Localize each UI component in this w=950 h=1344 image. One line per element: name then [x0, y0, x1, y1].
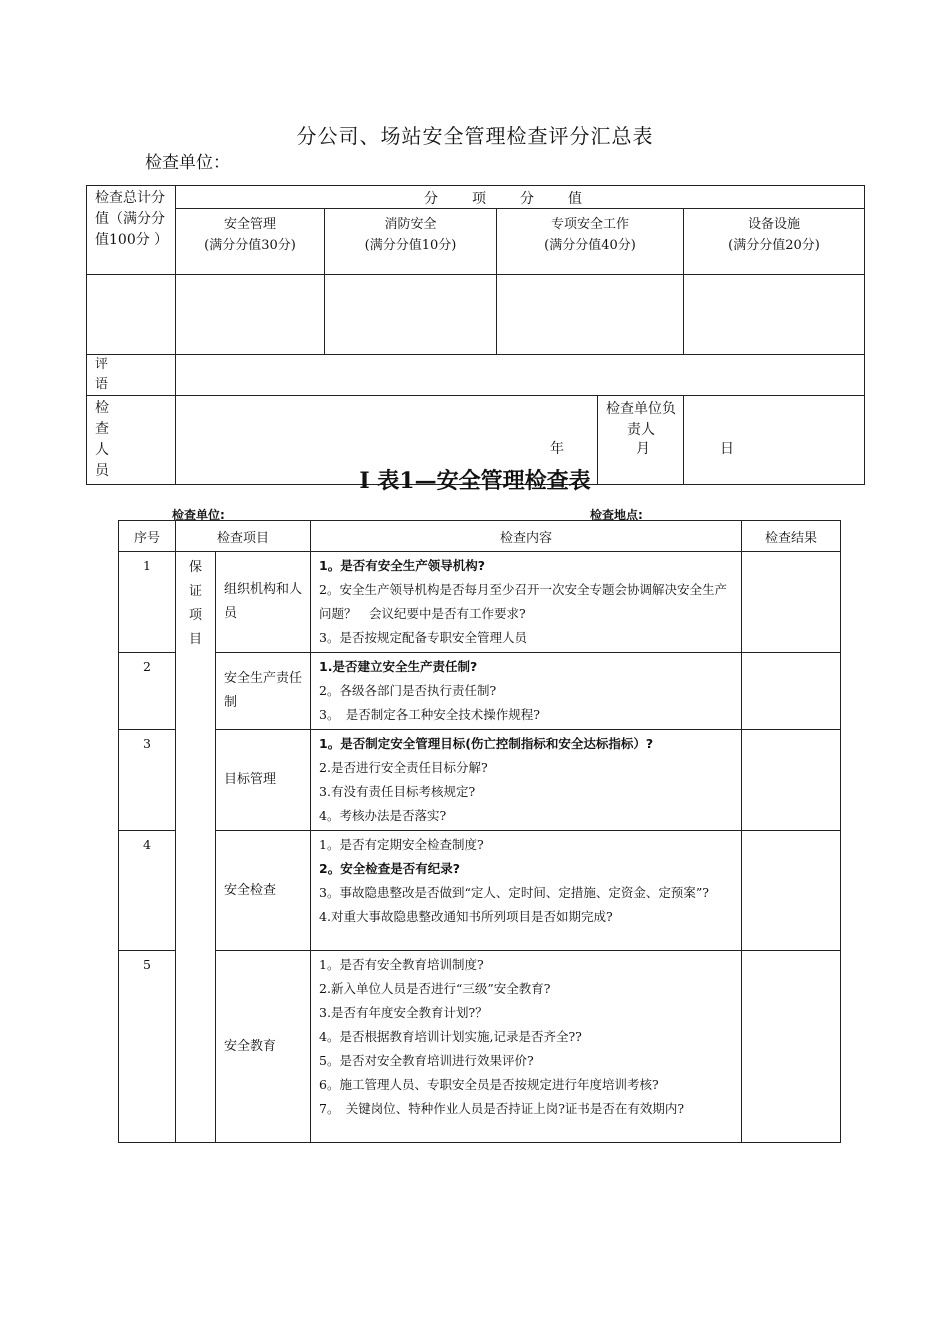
table-row: [119, 552, 841, 653]
comment-cell: [176, 355, 865, 396]
check-content-line: 4.对重大事故隐患整改通知书所列项目是否如期完成?: [319, 909, 613, 924]
col-safety-management: 安全管理 (满分分值30分): [176, 209, 325, 275]
table-row: [119, 951, 841, 1143]
check-content-line: 3。事故隐患整改是否做到“定人、定时间、定措施、定资金、定预案”?: [319, 885, 709, 900]
check-content: [311, 831, 742, 951]
check-content: [311, 653, 742, 730]
check-content-line: 3.有没有责任目标考核规定?: [319, 784, 476, 799]
check-item: 组织机构和人员: [216, 552, 311, 653]
check-content-line: 1。是否有定期安全检查制度?: [319, 837, 484, 852]
check-result-cell: [742, 730, 841, 831]
inspector-label: 检查 人员: [87, 396, 176, 485]
score-cell-special-safety: [497, 275, 684, 355]
check-content-line: 1。是否有安全生产领导机构?: [319, 558, 485, 573]
check-content-line: 4。是否根据教育培训计划实施,记录是否齐全??: [319, 1029, 582, 1044]
check-content-line: 2.是否进行安全责任目标分解?: [319, 760, 488, 775]
score-cell-equipment: [684, 275, 865, 355]
check-result-cell: [742, 653, 841, 730]
check-content-line: 2。安全检查是否有纪录?: [319, 861, 460, 876]
summary-title: 分公司、场站安全管理检查评分汇总表: [296, 124, 654, 148]
check-content-line: 1.是否建立安全生产责任制?: [319, 659, 478, 674]
row-number: 3: [119, 730, 176, 831]
check-result-cell: [742, 951, 841, 1143]
check-item: 目标管理: [216, 730, 311, 831]
check-item: 安全教育: [216, 951, 311, 1143]
table1-unit-label: 检查单位:: [172, 508, 225, 522]
check-content-line: 1。是否有安全教育培训制度?: [319, 957, 484, 972]
score-cell-fire-safety: [325, 275, 497, 355]
check-content-line: 2。安全生产领导机构是否每月至少召开一次安全专题会协调解决安全生产问题？ 会议纪要中是否有工作要求?: [319, 582, 727, 621]
col-special-safety: 专项安全工作 (满分分值40分): [497, 209, 684, 275]
row-number: 2: [119, 653, 176, 730]
table1-title: Ⅰ 表1—安全管理检查表: [359, 468, 591, 494]
col-equipment: 设备设施 (满分分值20分): [684, 209, 865, 275]
check-content: [311, 951, 742, 1143]
total-score-cell: [87, 275, 176, 355]
col-fire-safety: 消防安全 (满分分值10分): [325, 209, 497, 275]
check-content-line: 3。 是否制定各工种安全技术操作规程?: [319, 707, 540, 722]
header-result: 检查结果: [742, 521, 841, 552]
check-content-line: 6。施工管理人员、专职安全员是否按规定进行年度培训考核?: [319, 1077, 659, 1092]
safety-check-table: [118, 520, 841, 1143]
check-item: 安全检查: [216, 831, 311, 951]
check-content: [311, 552, 742, 653]
responsible-label: 检查单位负责人: [597, 395, 684, 485]
check-content: [311, 730, 742, 831]
check-item: 安全生产责任制: [216, 653, 311, 730]
comment-label: 评语: [87, 355, 176, 396]
header-item: 检查项目: [176, 521, 311, 552]
check-content-line: 5。是否对安全教育培训进行效果评价?: [319, 1053, 534, 1068]
header-content: 检查内容: [311, 521, 742, 552]
score-cell-safety-management: [176, 275, 325, 355]
check-content-line: 2.新入单位人员是否进行“三级”安全教育?: [319, 981, 551, 996]
table-row: [119, 831, 841, 951]
check-content-line: 2。各级各部门是否执行责任制?: [319, 683, 497, 698]
header-no: 序号: [119, 521, 176, 552]
total-score-label: 检查总计分值（满分分值100分 ）: [87, 186, 176, 275]
check-content-line: 4。考核办法是否落实?: [319, 808, 447, 823]
check-result-cell: [742, 831, 841, 951]
check-content-line: 1。是否制定安全管理目标(伤亡控制指标和安全达标指标）?: [319, 736, 654, 751]
check-result-cell: [742, 552, 841, 653]
row-number: 4: [119, 831, 176, 951]
table-row: [119, 730, 841, 831]
check-content-line: 3.是否有年度安全教育计划?？: [319, 1005, 488, 1020]
check-content-line: 3。是否按规定配备专职安全管理人员: [319, 630, 527, 645]
sub-score-header: 分项分值: [176, 186, 865, 209]
summary-unit-label: 检查单位：: [145, 153, 230, 173]
check-content-line: 7。 关键岗位、特种作业人员是否持证上岗?证书是否在有效期内?: [319, 1101, 685, 1116]
row-number: 5: [119, 951, 176, 1143]
table-row: [119, 653, 841, 730]
summary-table: [86, 185, 865, 485]
row-number: 1: [119, 552, 176, 653]
category-guarantee: 保证项目: [176, 552, 216, 1143]
table1-location-label: 检查地点:: [590, 508, 643, 522]
